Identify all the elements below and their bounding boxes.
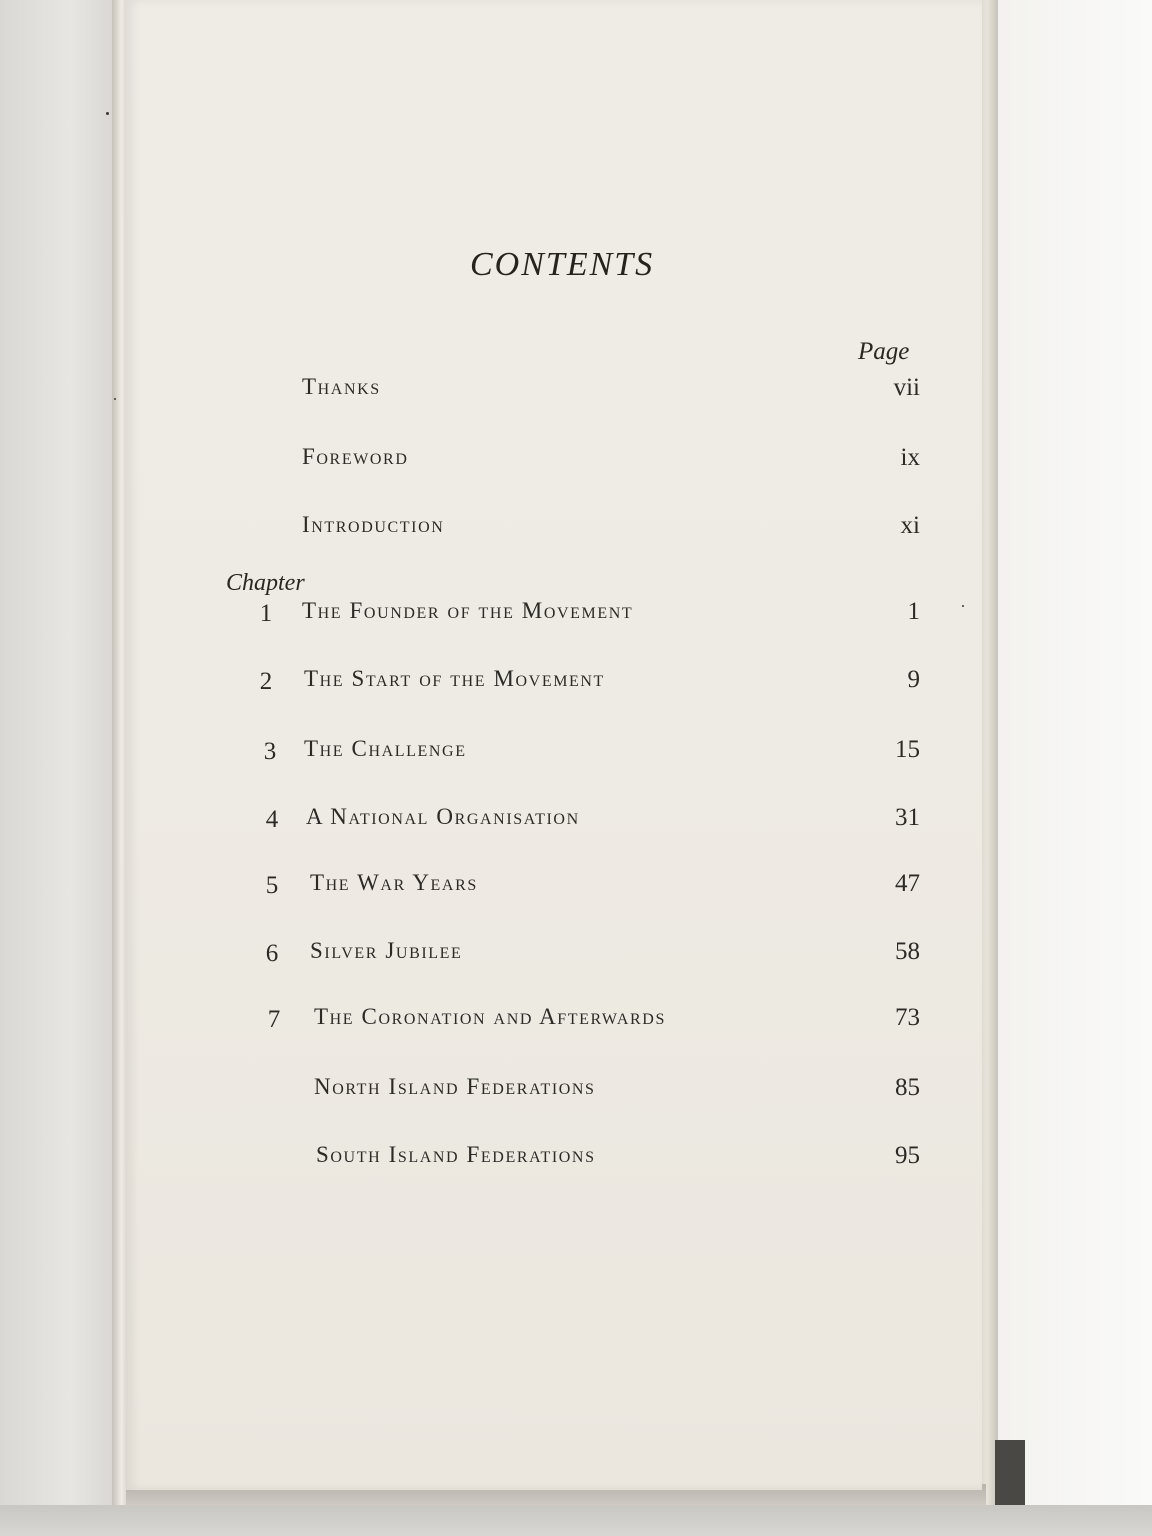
toc-entry-title: Silver Jubilee (310, 938, 463, 963)
paper-speck (962, 605, 964, 607)
toc-entry-page: 31 (895, 804, 920, 831)
chapter-number: 1 (259, 600, 273, 627)
toc-entry-page: 85 (895, 1074, 920, 1101)
toc-entry-title: A National Organisation (306, 804, 580, 829)
toc-entry-title: The Coronation and Afterwards (314, 1004, 666, 1029)
toc-entry-title: The War Years (310, 870, 478, 895)
chapter-number: 4 (265, 806, 279, 833)
toc-entry-title: Foreword (302, 444, 409, 469)
toc-entry-page: 95 (895, 1142, 920, 1169)
toc-entry-title: The Start of the Movement (304, 666, 605, 691)
paper-speck (106, 112, 109, 115)
toc-row-chapter-5 (0, 866, 1152, 910)
toc-row-chapter-4 (0, 800, 1152, 844)
toc-row-chapter-2 (0, 662, 1152, 706)
toc-row-south-island (0, 1138, 1152, 1182)
toc-row-foreword (0, 440, 1152, 484)
page-column-header: Page (858, 338, 910, 365)
toc-row-north-island (0, 1070, 1152, 1114)
toc-entry-page: 1 (907, 598, 920, 625)
toc-entry-page: 73 (895, 1004, 920, 1031)
chapter-number: 3 (263, 738, 277, 765)
chapter-number: 6 (265, 940, 279, 967)
toc-entry-page: vii (893, 374, 920, 401)
toc-entry-page: 58 (895, 938, 920, 965)
toc-row-chapter-1 (0, 594, 1152, 638)
toc-entry-page: 15 (895, 736, 920, 763)
chapter-number: 7 (267, 1006, 281, 1033)
toc-row-chapter-7 (0, 1000, 1152, 1044)
toc-entry-title: The Founder of the Movement (302, 598, 634, 623)
chapter-column-header: Chapter (226, 570, 305, 596)
toc-entry-title: North Island Federations (314, 1074, 596, 1099)
toc-row-chapter-6 (0, 934, 1152, 978)
toc-entry-title: The Challenge (304, 736, 467, 761)
toc-entry-page: 9 (907, 666, 920, 693)
chapter-number: 2 (259, 668, 273, 695)
page-title: CONTENTS (470, 246, 655, 283)
toc-entry-title: Thanks (302, 374, 381, 399)
toc-row-chapter-3 (0, 732, 1152, 776)
chapter-number: 5 (265, 872, 279, 899)
toc-entry-title: South Island Federations (316, 1142, 596, 1167)
paper-speck (114, 398, 116, 400)
toc-entry-page: ix (900, 444, 920, 471)
toc-row-introduction (0, 508, 1152, 552)
toc-entry-page: xi (900, 512, 920, 539)
toc-entry-page: 47 (895, 870, 920, 897)
toc-entry-title: Introduction (302, 512, 445, 537)
toc-row-thanks (0, 370, 1152, 414)
